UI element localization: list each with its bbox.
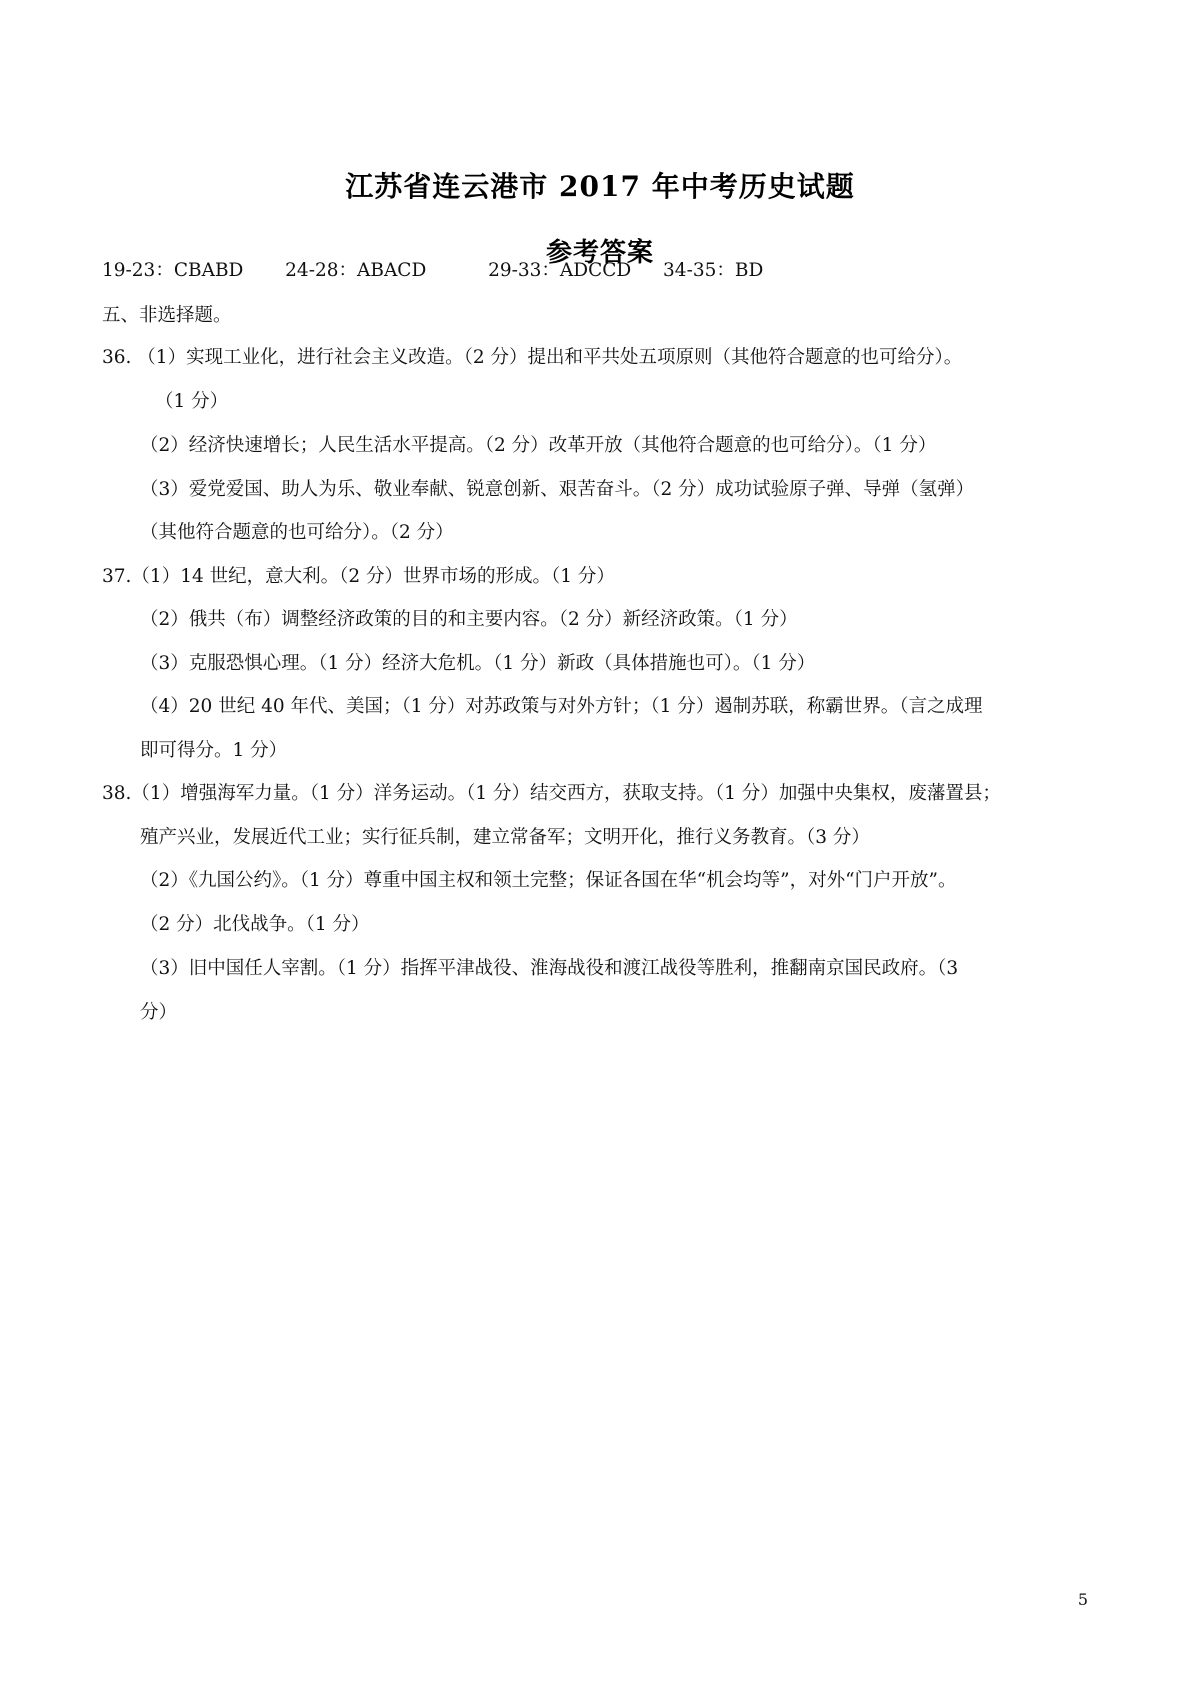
answer-line: 38.（1）增强海军力量。（1 分）洋务运动。（1 分）结交西方，获取支持。（1 分）加强中央集权，废藩置县； [102,783,1001,804]
multiple-choice-answers [102,258,763,284]
answer-line: （4）20 世纪 40 年代、美国；（1 分）对苏政策与对外方针；（1 分）遏制苏联，称霸世界。（言之成理 [140,696,983,717]
answer-line: 即可得分。1 分） [140,740,288,761]
page-title: 江苏省连云港市 2017 年中考历史试题 [345,170,855,203]
mc-group-4: 34-35：BD [663,260,764,281]
answer-line: 殖产兴业，发展近代工业；实行征兵制，建立常备军；文明开化，推行义务教育。（3 分） [140,827,870,848]
mc-group-1: 19-23：CBABD [102,260,244,281]
mc-group-2: 24-28：ABACD [285,260,427,281]
answer-line: （3）旧中国任人宰割。（1 分）指挥平津战役、淮海战役和渡江战役等胜利，推翻南京国民政府。（3 [140,958,959,979]
answer-line: （1 分） [155,391,229,412]
section-heading: 五、非选择题。 [102,305,232,326]
answer-line: 分） [140,1002,178,1023]
page-subtitle: 参考答案 [545,238,654,268]
answer-line: 37.（1）14 世纪，意大利。（2 分）世界市场的形成。（1 分） [102,566,615,587]
page-number: 5 [1077,1590,1088,1609]
answer-line: （其他符合题意的也可给分）。（2 分） [140,522,454,543]
answer-line: （3）爱党爱国、助人为乐、敬业奉献、锐意创新、艰苦奋斗。（2 分）成功试验原子弹、导弹（氢弹） [140,479,975,500]
answer-line: （2）《九国公约》。（1 分）尊重中国主权和领土完整；保证各国在华“机会均等”，对外“门户开放”。 [140,870,957,891]
mc-group-3: 29-33：ADCCD [488,260,632,281]
answer-line: （2）俄共（布）调整经济政策的目的和主要内容。（2 分）新经济政策。（1 分） [140,609,798,630]
answer-line: （2 分）北伐战争。（1 分） [140,914,370,935]
answer-line: （3）克服恐惧心理。（1 分）经济大危机。（1 分）新政（具体措施也可）。（1 分） [140,653,816,674]
answer-line: （2）经济快速增长；人民生活水平提高。（2 分）改革开放（其他符合题意的也可给分）。（1 分） [140,435,937,456]
answer-line: 36. （1）实现工业化，进行社会主义改造。（2 分）提出和平共处五项原则（其他符合题意的也可给分）。 [102,347,963,368]
